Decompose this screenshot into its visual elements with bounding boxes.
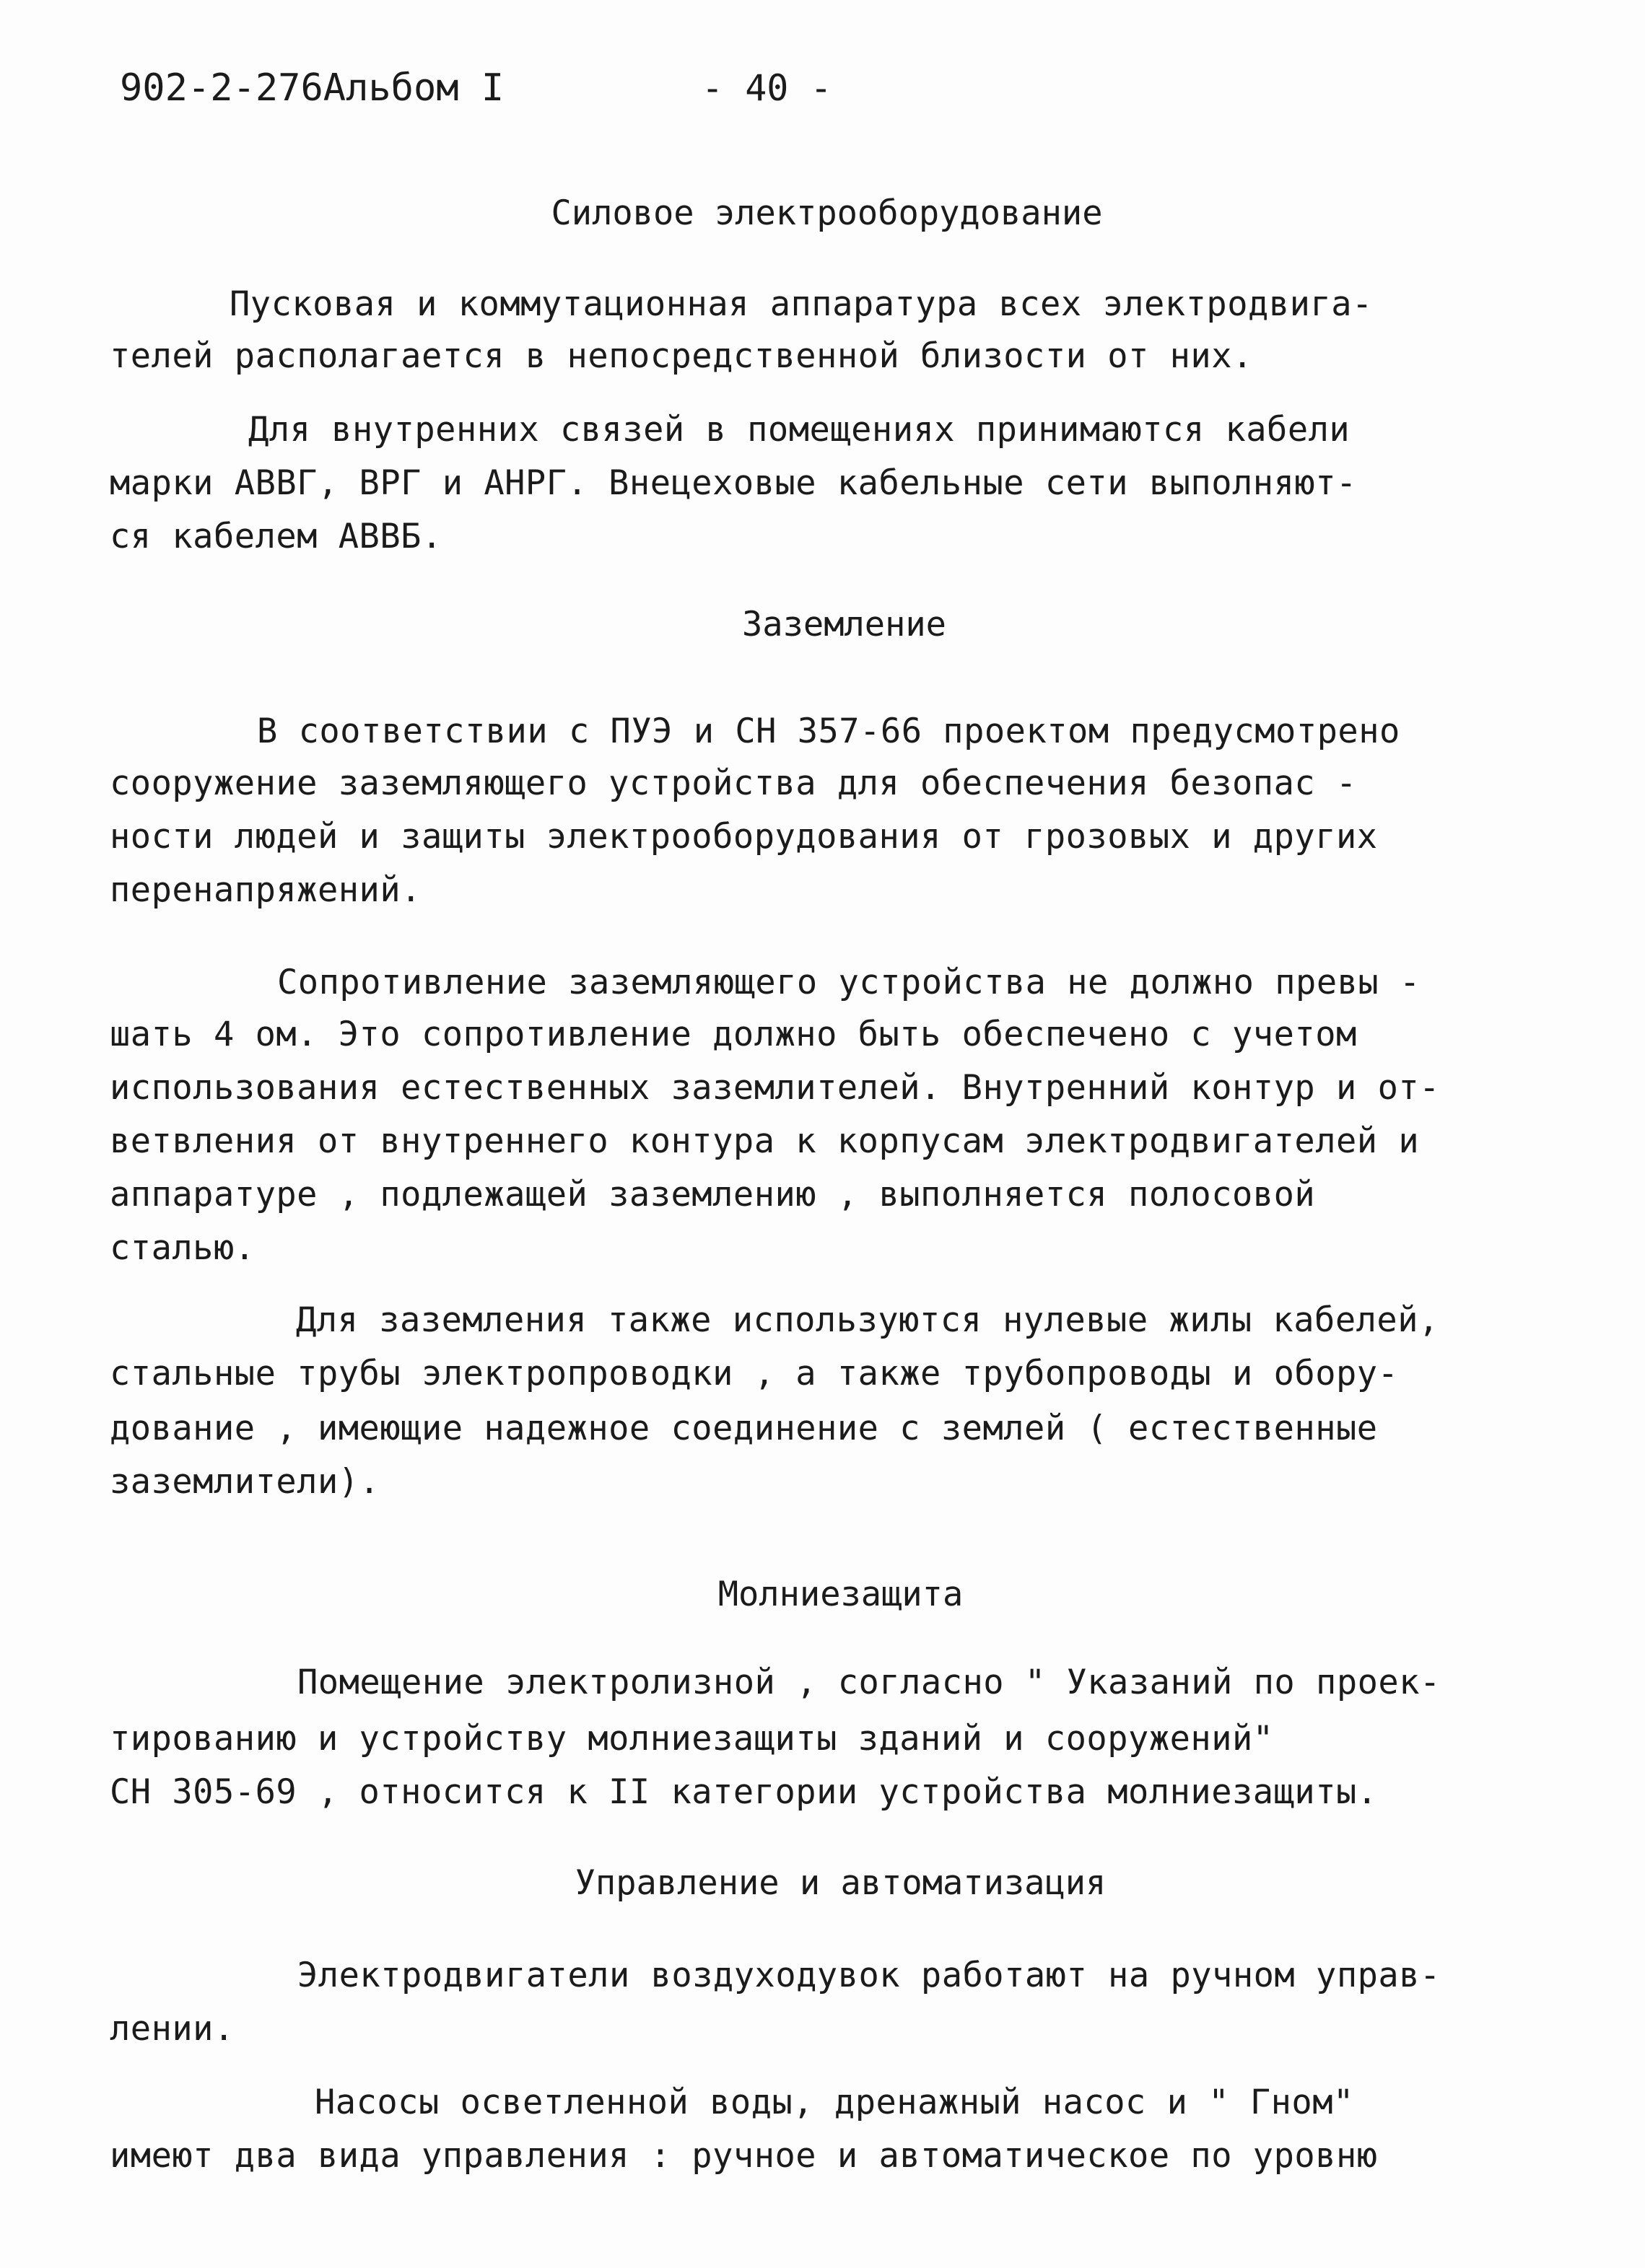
- text-line: телей располагается в непосредственной близости от них.: [110, 336, 1253, 376]
- text-line: дование , имеющие надежное соединение с землей ( естественные: [110, 1409, 1378, 1448]
- text-line: тированию и устройству молниезащиты зданий и сооружений": [110, 1719, 1274, 1759]
- text-line: лении.: [110, 2009, 235, 2049]
- text-line: Электродвигатели воздуходувок работают на ручном управ-: [297, 1956, 1441, 1995]
- text-line: Для внутренних связей в помещениях принимаются кабели: [248, 410, 1351, 450]
- text-line: ветвления от внутреннего контура к корпусам электродвигателей и: [110, 1121, 1420, 1161]
- document-code: 902-2-276Альбом I: [120, 66, 505, 110]
- text-line: ся кабелем АВВБ.: [110, 517, 442, 556]
- text-line: имеют два вида управления : ручное и автоматическое по уровню: [110, 2136, 1378, 2176]
- text-line: Помещение электролизной , согласно " Указаний по проек-: [297, 1663, 1441, 1702]
- section-title-control: Управление и автоматизация: [575, 1863, 1107, 1903]
- text-line: использования естественных заземлителей. Внутренний контур и от-: [110, 1068, 1440, 1108]
- text-line: Пусковая и коммутационная аппаратура всех электродвига-: [230, 284, 1373, 324]
- text-line: Для заземления также используются нулевые жилы кабелей,: [296, 1300, 1439, 1340]
- text-line: шать 4 ом. Это сопротивление должно быть обеспечено с учетом: [110, 1015, 1357, 1054]
- text-line: СН 305-69 , относится к II категории устройства молниезащиты.: [110, 1772, 1378, 1812]
- section-title-grounding: Заземление: [742, 605, 946, 644]
- text-line: сооружение заземляющего устройства для обеспечения безопас -: [110, 763, 1357, 803]
- page-number: - 40 -: [702, 67, 832, 109]
- text-line: аппаратуре , подлежащей заземлению , выполняется полосовой: [110, 1175, 1316, 1214]
- text-line: ности людей и защиты электрооборудования от грозовых и других: [110, 817, 1378, 857]
- text-line: перенапряжений.: [110, 870, 422, 910]
- text-line: стальные трубы электропроводки , а также трубопроводы и обору-: [110, 1354, 1399, 1393]
- text-line: В соответствии с ПУЭ и СН 357-66 проектом предусмотрено: [257, 712, 1400, 751]
- section-title-power: Силовое электрооборудование: [551, 193, 1103, 233]
- text-line: Насосы осветленной воды, дренажный насос и " Гном": [315, 2083, 1354, 2122]
- text-line: Сопротивление заземляющего устройства не должно превы -: [277, 963, 1421, 1002]
- section-title-lightning: Молниезащита: [717, 1575, 964, 1614]
- text-line: марки АВВГ, ВРГ и АНРГ. Внецеховые кабельные сети выполняют-: [110, 463, 1357, 503]
- text-line: заземлители).: [110, 1462, 380, 1502]
- text-line: сталью.: [110, 1228, 256, 1268]
